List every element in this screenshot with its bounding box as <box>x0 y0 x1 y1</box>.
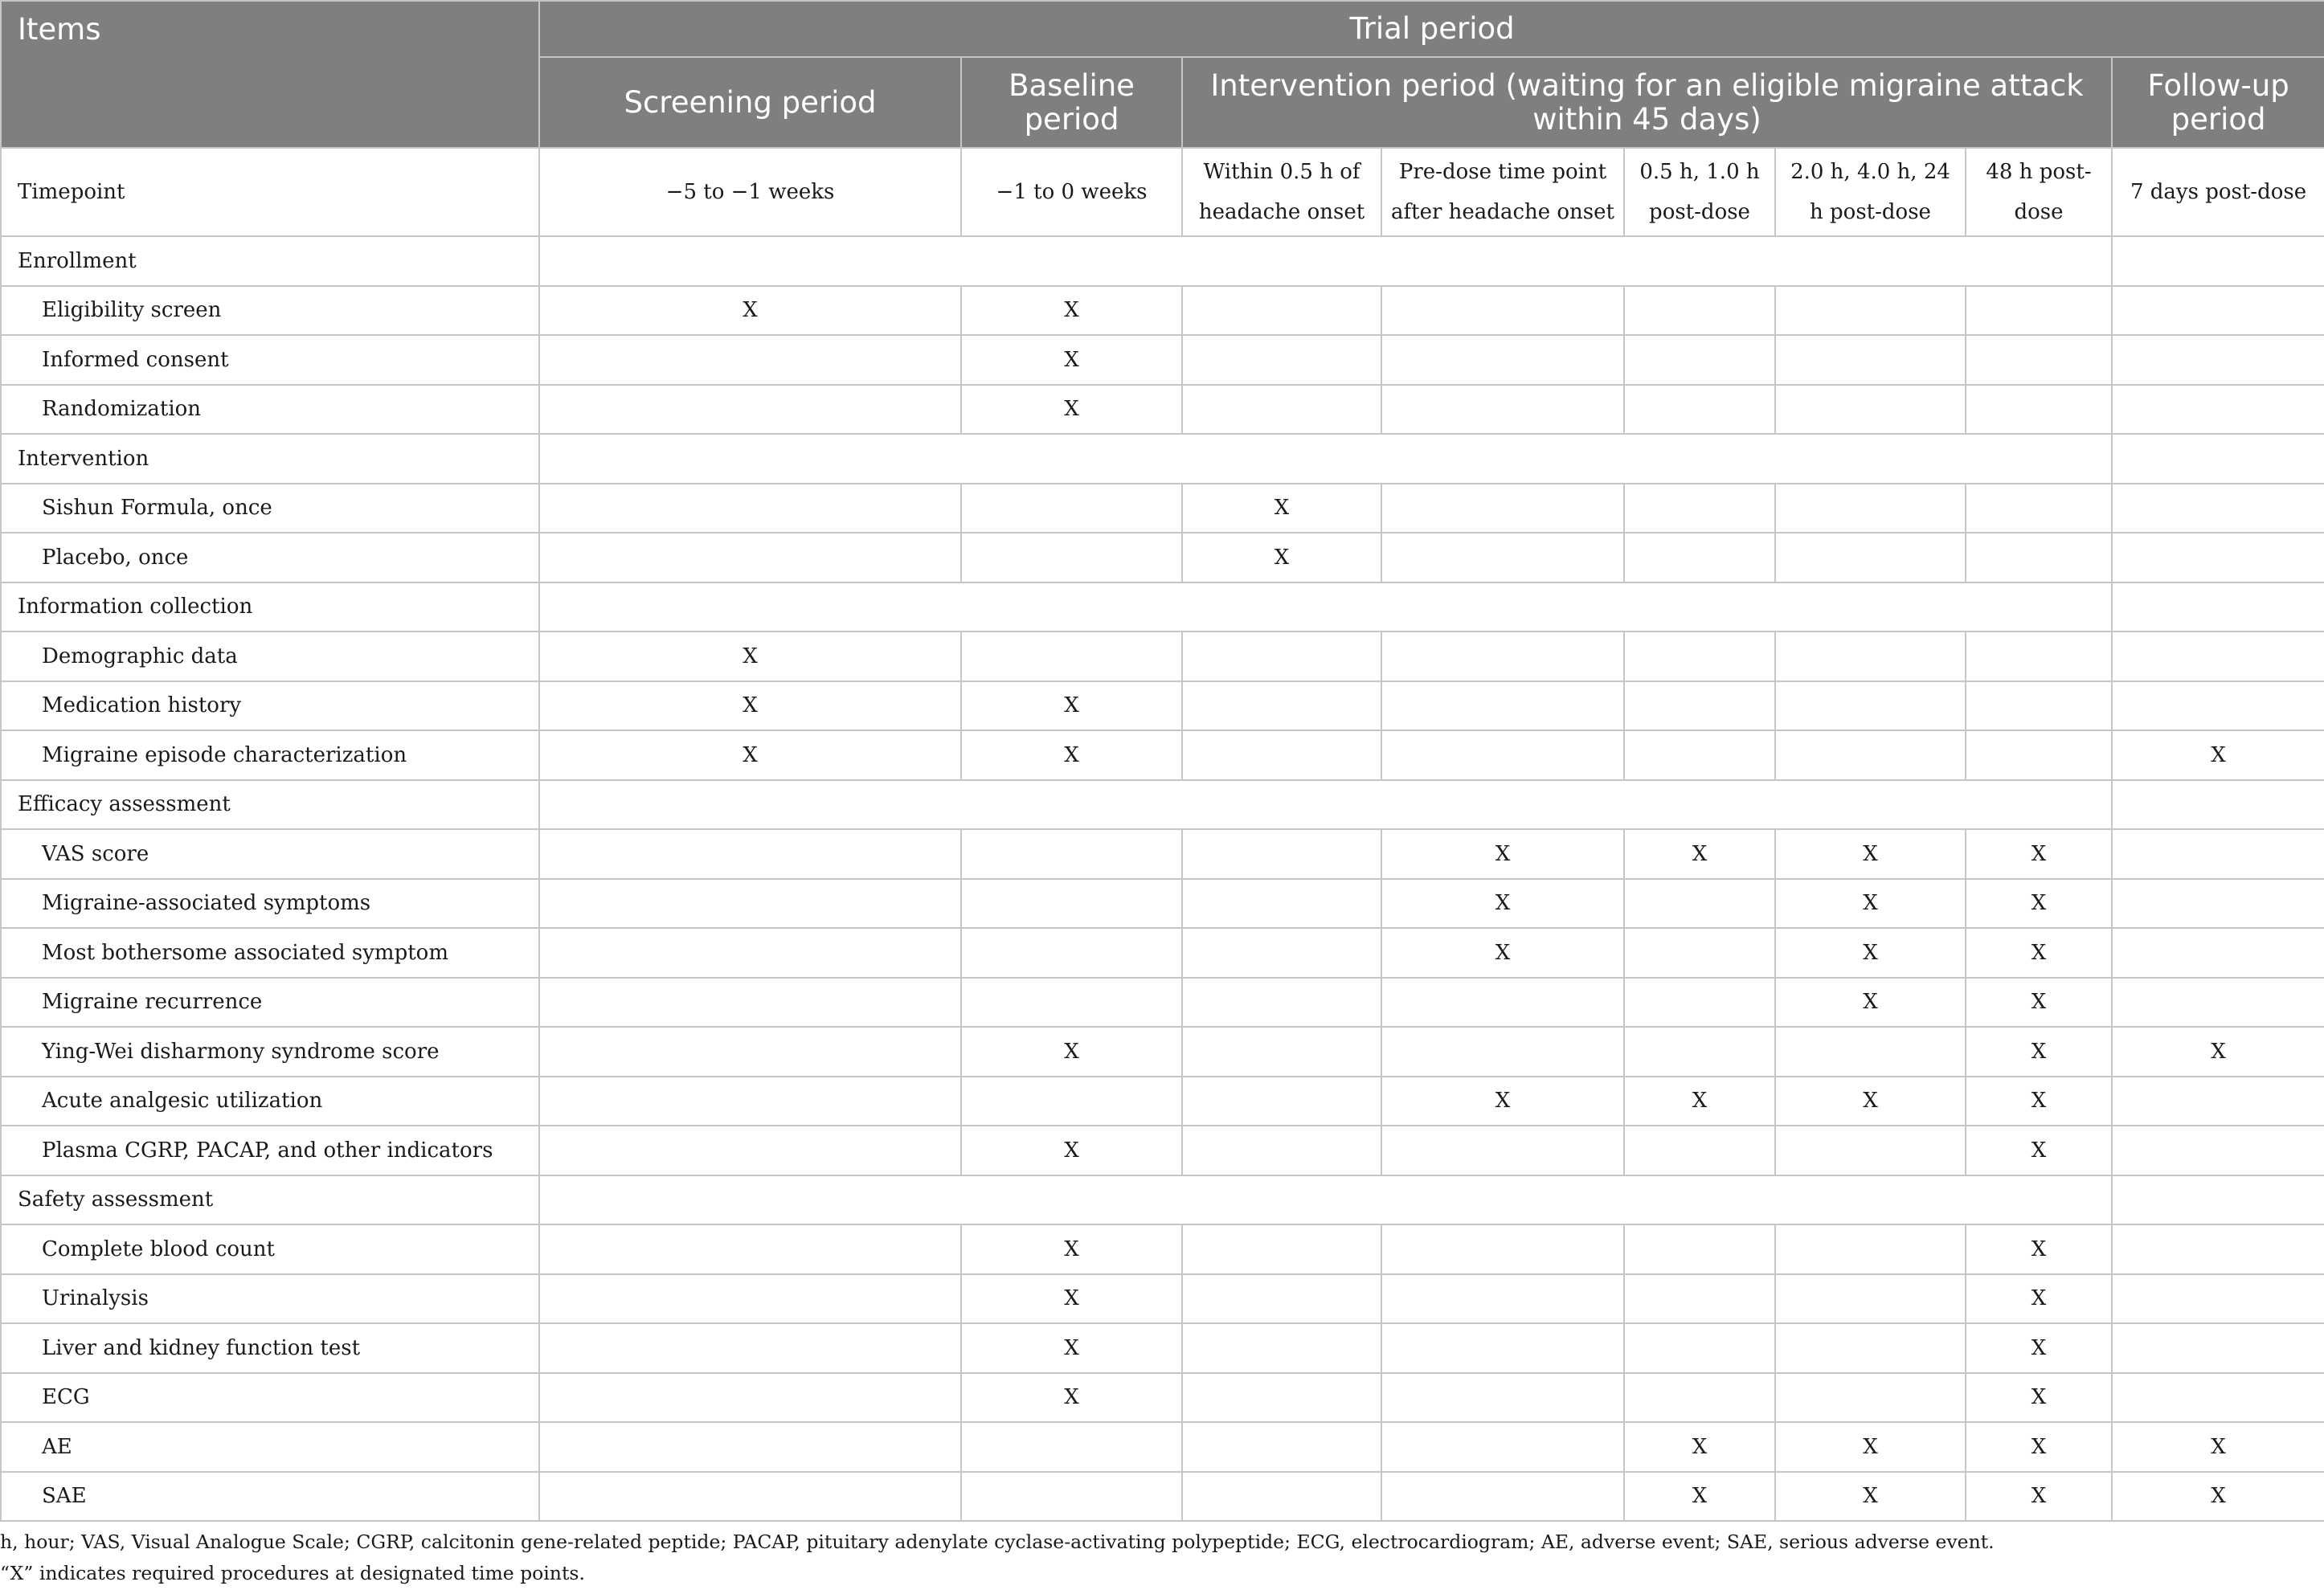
procedure-cell <box>1381 1323 1624 1373</box>
followup-period-header: Follow-up period <box>2112 57 2324 148</box>
section-row <box>1 582 2324 632</box>
procedure-cell <box>1381 1224 1624 1274</box>
item-label: AE <box>1 1422 539 1472</box>
procedure-cell <box>1966 484 2112 533</box>
section-span-cell <box>539 1175 2112 1225</box>
procedure-cell <box>1182 829 1381 879</box>
procedure-cell: X <box>1966 1027 2112 1077</box>
procedure-cell: X <box>1182 484 1381 533</box>
procedure-cell <box>1775 1323 1966 1373</box>
procedure-cell <box>2112 829 2324 879</box>
procedure-cell <box>539 1027 961 1077</box>
procedure-cell: X <box>1966 1422 2112 1472</box>
item-label: ECG <box>1 1373 539 1423</box>
procedure-cell <box>539 335 961 385</box>
table-body <box>1 148 2324 1521</box>
section-label: Information collection <box>1 582 539 632</box>
procedure-cell <box>1966 286 2112 336</box>
section-followup-cell <box>2112 582 2324 632</box>
table-row <box>1 730 2324 780</box>
procedure-cell: X <box>2112 730 2324 780</box>
procedure-cell: X <box>2112 1027 2324 1077</box>
procedure-cell <box>1182 632 1381 681</box>
procedure-cell <box>961 829 1182 879</box>
procedure-cell: X <box>1966 1077 2112 1126</box>
procedure-cell <box>1182 1472 1381 1522</box>
procedure-cell <box>961 879 1182 929</box>
procedure-cell: X <box>961 1027 1182 1077</box>
section-followup-cell <box>2112 1175 2324 1225</box>
procedure-cell <box>1381 978 1624 1028</box>
procedure-cell: X <box>2112 1472 2324 1522</box>
procedure-cell <box>1381 1373 1624 1423</box>
procedure-cell <box>539 1472 961 1522</box>
x-indicator-footnote: “X” indicates required procedures at designated time points. <box>0 1562 585 1584</box>
procedure-cell <box>1775 730 1966 780</box>
procedure-cell <box>2112 1373 2324 1423</box>
procedure-cell <box>1182 928 1381 978</box>
procedure-cell <box>1624 928 1775 978</box>
item-label: Complete blood count <box>1 1224 539 1274</box>
procedure-cell: X <box>1966 829 2112 879</box>
procedure-cell <box>539 978 961 1028</box>
procedure-cell: X <box>961 730 1182 780</box>
procedure-cell <box>961 928 1182 978</box>
table-row <box>1 1224 2324 1274</box>
procedure-cell: X <box>1381 879 1624 929</box>
section-followup-cell <box>2112 434 2324 484</box>
procedure-cell <box>1775 533 1966 582</box>
procedure-cell <box>1624 286 1775 336</box>
procedure-cell: X <box>961 385 1182 435</box>
procedure-cell <box>1624 385 1775 435</box>
timepoint-row <box>1 148 2324 236</box>
header-row-1 <box>1 1 2324 57</box>
procedure-cell <box>1624 1274 1775 1324</box>
procedure-cell <box>1182 1224 1381 1274</box>
table-row <box>1 385 2324 435</box>
procedure-cell <box>1381 1472 1624 1522</box>
procedure-cell <box>2112 879 2324 929</box>
procedure-cell <box>1624 533 1775 582</box>
procedure-cell: X <box>1381 829 1624 879</box>
procedure-cell <box>1182 1422 1381 1472</box>
section-label: Safety assessment <box>1 1175 539 1225</box>
procedure-cell: X <box>539 730 961 780</box>
procedure-cell: X <box>1624 1077 1775 1126</box>
procedure-cell <box>539 385 961 435</box>
procedure-cell <box>2112 1077 2324 1126</box>
section-label: Enrollment <box>1 236 539 286</box>
procedure-cell <box>2112 385 2324 435</box>
section-row <box>1 236 2324 286</box>
procedure-cell: X <box>961 1274 1182 1324</box>
table-row <box>1 533 2324 582</box>
procedure-cell <box>1182 730 1381 780</box>
procedure-cell: X <box>2112 1422 2324 1472</box>
timepoint-label: Timepoint <box>1 148 539 236</box>
procedure-cell <box>1624 335 1775 385</box>
procedure-cell <box>1624 632 1775 681</box>
section-row <box>1 1175 2324 1225</box>
procedure-cell: X <box>1182 533 1381 582</box>
procedure-cell <box>1182 879 1381 929</box>
procedure-cell <box>1624 879 1775 929</box>
table-row <box>1 978 2324 1028</box>
procedure-cell: X <box>1775 978 1966 1028</box>
timepoint-cell: −1 to 0 weeks <box>961 148 1182 236</box>
procedure-cell <box>539 533 961 582</box>
procedure-cell: X <box>1775 829 1966 879</box>
procedure-cell <box>1775 1027 1966 1077</box>
procedure-cell <box>539 1077 961 1126</box>
procedure-cell: X <box>1624 829 1775 879</box>
section-row <box>1 434 2324 484</box>
table-row <box>1 335 2324 385</box>
section-span-cell <box>539 236 2112 286</box>
procedure-cell <box>1182 1274 1381 1324</box>
procedure-cell <box>1624 484 1775 533</box>
procedure-cell <box>2112 1126 2324 1175</box>
procedure-cell <box>1775 286 1966 336</box>
procedure-cell <box>1381 484 1624 533</box>
procedure-cell <box>1775 484 1966 533</box>
procedure-cell: X <box>961 286 1182 336</box>
procedure-cell <box>1624 978 1775 1028</box>
procedure-cell: X <box>1775 1472 1966 1522</box>
item-label: Acute analgesic utilization <box>1 1077 539 1126</box>
table-row <box>1 1323 2324 1373</box>
procedure-cell <box>961 1077 1182 1126</box>
procedure-cell: X <box>539 632 961 681</box>
procedure-cell <box>1775 335 1966 385</box>
procedure-cell <box>1381 385 1624 435</box>
section-row <box>1 780 2324 830</box>
item-label: Ying-Wei disharmony syndrome score <box>1 1027 539 1077</box>
procedure-cell <box>1966 533 2112 582</box>
procedure-cell: X <box>1775 879 1966 929</box>
procedure-cell: X <box>1624 1422 1775 1472</box>
procedure-cell <box>961 533 1182 582</box>
procedure-cell <box>1775 632 1966 681</box>
procedure-cell <box>539 1422 961 1472</box>
procedure-cell <box>1624 1027 1775 1077</box>
section-followup-cell <box>2112 780 2324 830</box>
procedure-cell <box>1966 632 2112 681</box>
procedure-cell <box>961 1422 1182 1472</box>
procedure-cell: X <box>961 1373 1182 1423</box>
procedure-cell <box>539 1373 961 1423</box>
procedure-cell <box>539 484 961 533</box>
procedure-cell <box>1381 533 1624 582</box>
procedure-cell <box>1775 1373 1966 1423</box>
intervention-period-header: Intervention period (waiting for an eligible migraine attack within 45 days) <box>1182 57 2112 148</box>
procedure-cell <box>1182 1323 1381 1373</box>
procedure-cell <box>1966 681 2112 731</box>
procedure-cell <box>2112 1274 2324 1324</box>
procedure-cell: X <box>539 681 961 731</box>
procedure-cell <box>1381 1126 1624 1175</box>
procedure-cell <box>961 632 1182 681</box>
procedure-cell <box>1381 632 1624 681</box>
procedure-cell <box>1381 1422 1624 1472</box>
procedure-cell: X <box>1381 928 1624 978</box>
procedure-cell: X <box>1775 928 1966 978</box>
section-span-cell <box>539 582 2112 632</box>
item-label: Demographic data <box>1 632 539 681</box>
table-row <box>1 1422 2324 1472</box>
procedure-cell <box>539 928 961 978</box>
procedure-cell <box>1381 681 1624 731</box>
table-row <box>1 1472 2324 1522</box>
timepoint-cell: 48 h post-dose <box>1966 148 2112 236</box>
timepoint-cell: 2.0 h, 4.0 h, 24 h post-dose <box>1775 148 1966 236</box>
procedure-cell: X <box>1966 928 2112 978</box>
items-header: Items <box>1 1 539 148</box>
procedure-cell: X <box>1775 1077 1966 1126</box>
procedure-cell <box>539 829 961 879</box>
table-row <box>1 1373 2324 1423</box>
item-label: Liver and kidney function test <box>1 1323 539 1373</box>
procedure-cell: X <box>961 1323 1182 1373</box>
procedure-cell <box>539 1323 961 1373</box>
procedure-cell <box>2112 335 2324 385</box>
trial-period-header: Trial period <box>539 1 2324 57</box>
procedure-cell <box>1381 1274 1624 1324</box>
procedure-cell: X <box>961 335 1182 385</box>
procedure-cell <box>1624 1224 1775 1274</box>
item-label: Migraine episode characterization <box>1 730 539 780</box>
item-label: Informed consent <box>1 335 539 385</box>
table-row <box>1 1077 2324 1126</box>
procedure-cell <box>1182 1077 1381 1126</box>
procedure-cell <box>1966 335 2112 385</box>
procedure-cell: X <box>1966 978 2112 1028</box>
procedure-cell: X <box>961 1126 1182 1175</box>
table-row <box>1 484 2324 533</box>
procedure-cell <box>2112 286 2324 336</box>
item-label: VAS score <box>1 829 539 879</box>
procedure-cell <box>1966 385 2112 435</box>
procedure-cell <box>1182 978 1381 1028</box>
procedure-cell <box>1775 385 1966 435</box>
procedure-cell <box>2112 632 2324 681</box>
procedure-cell <box>961 978 1182 1028</box>
procedure-cell <box>1381 335 1624 385</box>
section-span-cell <box>539 434 2112 484</box>
procedure-cell: X <box>1966 1126 2112 1175</box>
item-label: Most bothersome associated symptom <box>1 928 539 978</box>
procedure-cell: X <box>1966 1274 2112 1324</box>
procedure-cell: X <box>539 286 961 336</box>
procedure-cell <box>961 484 1182 533</box>
table-row <box>1 879 2324 929</box>
procedure-cell <box>2112 484 2324 533</box>
procedure-cell <box>2112 978 2324 1028</box>
procedure-cell <box>1182 681 1381 731</box>
table-row <box>1 1274 2324 1324</box>
item-label: SAE <box>1 1472 539 1522</box>
procedure-cell: X <box>1966 879 2112 929</box>
procedure-cell: X <box>1966 1472 2112 1522</box>
screening-period-header: Screening period <box>539 57 961 148</box>
procedure-cell <box>539 879 961 929</box>
table-row <box>1 681 2324 731</box>
procedure-cell <box>539 1224 961 1274</box>
procedure-cell <box>1775 1274 1966 1324</box>
section-label: Intervention <box>1 434 539 484</box>
procedure-cell <box>1182 286 1381 336</box>
procedure-cell: X <box>1966 1224 2112 1274</box>
timepoint-cell: 7 days post-dose <box>2112 148 2324 236</box>
procedure-cell <box>1775 1126 1966 1175</box>
procedure-cell <box>1624 1323 1775 1373</box>
procedure-cell <box>2112 1224 2324 1274</box>
item-label: Plasma CGRP, PACAP, and other indicators <box>1 1126 539 1175</box>
timepoint-cell: Pre-dose time point after headache onset <box>1381 148 1624 236</box>
procedure-cell: X <box>1966 1323 2112 1373</box>
procedure-cell <box>1775 681 1966 731</box>
procedure-cell <box>1381 730 1624 780</box>
procedure-cell <box>1966 730 2112 780</box>
timepoint-cell: 0.5 h, 1.0 h post-dose <box>1624 148 1775 236</box>
table-row <box>1 1126 2324 1175</box>
procedure-cell <box>961 1472 1182 1522</box>
procedure-cell <box>1624 730 1775 780</box>
baseline-period-header: Baseline period <box>961 57 1182 148</box>
item-label: Medication history <box>1 681 539 731</box>
procedure-cell: X <box>1624 1472 1775 1522</box>
procedure-cell <box>1182 1027 1381 1077</box>
item-label: Migraine recurrence <box>1 978 539 1028</box>
procedure-cell <box>1624 681 1775 731</box>
timepoint-cell: Within 0.5 h of headache onset <box>1182 148 1381 236</box>
timepoint-cell: −5 to −1 weeks <box>539 148 961 236</box>
item-label: Urinalysis <box>1 1274 539 1324</box>
table-row <box>1 829 2324 879</box>
procedure-cell <box>1775 1224 1966 1274</box>
table-row <box>1 1027 2324 1077</box>
procedure-cell: X <box>1966 1373 2112 1423</box>
procedure-cell <box>1182 1126 1381 1175</box>
procedure-cell <box>2112 1323 2324 1373</box>
section-span-cell <box>539 780 2112 830</box>
procedure-cell <box>539 1274 961 1324</box>
procedure-cell: X <box>961 1224 1182 1274</box>
procedure-cell <box>2112 681 2324 731</box>
table-row <box>1 632 2324 681</box>
table-footnotes <box>0 1527 1995 1589</box>
procedure-cell <box>1381 286 1624 336</box>
procedure-cell: X <box>1775 1422 1966 1472</box>
procedure-cell: X <box>1381 1077 1624 1126</box>
table-row <box>1 286 2324 336</box>
procedure-cell: X <box>961 681 1182 731</box>
procedure-cell <box>1182 335 1381 385</box>
item-label: Randomization <box>1 385 539 435</box>
procedure-cell <box>2112 928 2324 978</box>
abbreviations-footnote: h, hour; VAS, Visual Analogue Scale; CGRP, calcitonin gene-related peptide; PACAP, pituitary adenylate cyclase-activating polypeptide; ECG, electrocardiogram; AE, adverse event; SAE, serious adverse event. <box>0 1531 1995 1553</box>
item-label: Migraine-associated symptoms <box>1 879 539 929</box>
item-label: Sishun Formula, once <box>1 484 539 533</box>
section-label: Efficacy assessment <box>1 780 539 830</box>
table-row <box>1 928 2324 978</box>
item-label: Eligibility screen <box>1 286 539 336</box>
section-followup-cell <box>2112 236 2324 286</box>
procedure-cell <box>539 1126 961 1175</box>
procedure-cell <box>1624 1373 1775 1423</box>
procedure-cell <box>1381 1027 1624 1077</box>
procedure-cell <box>2112 533 2324 582</box>
procedure-cell <box>1182 385 1381 435</box>
procedure-cell <box>1182 1373 1381 1423</box>
item-label: Placebo, once <box>1 533 539 582</box>
procedure-cell <box>1624 1126 1775 1175</box>
